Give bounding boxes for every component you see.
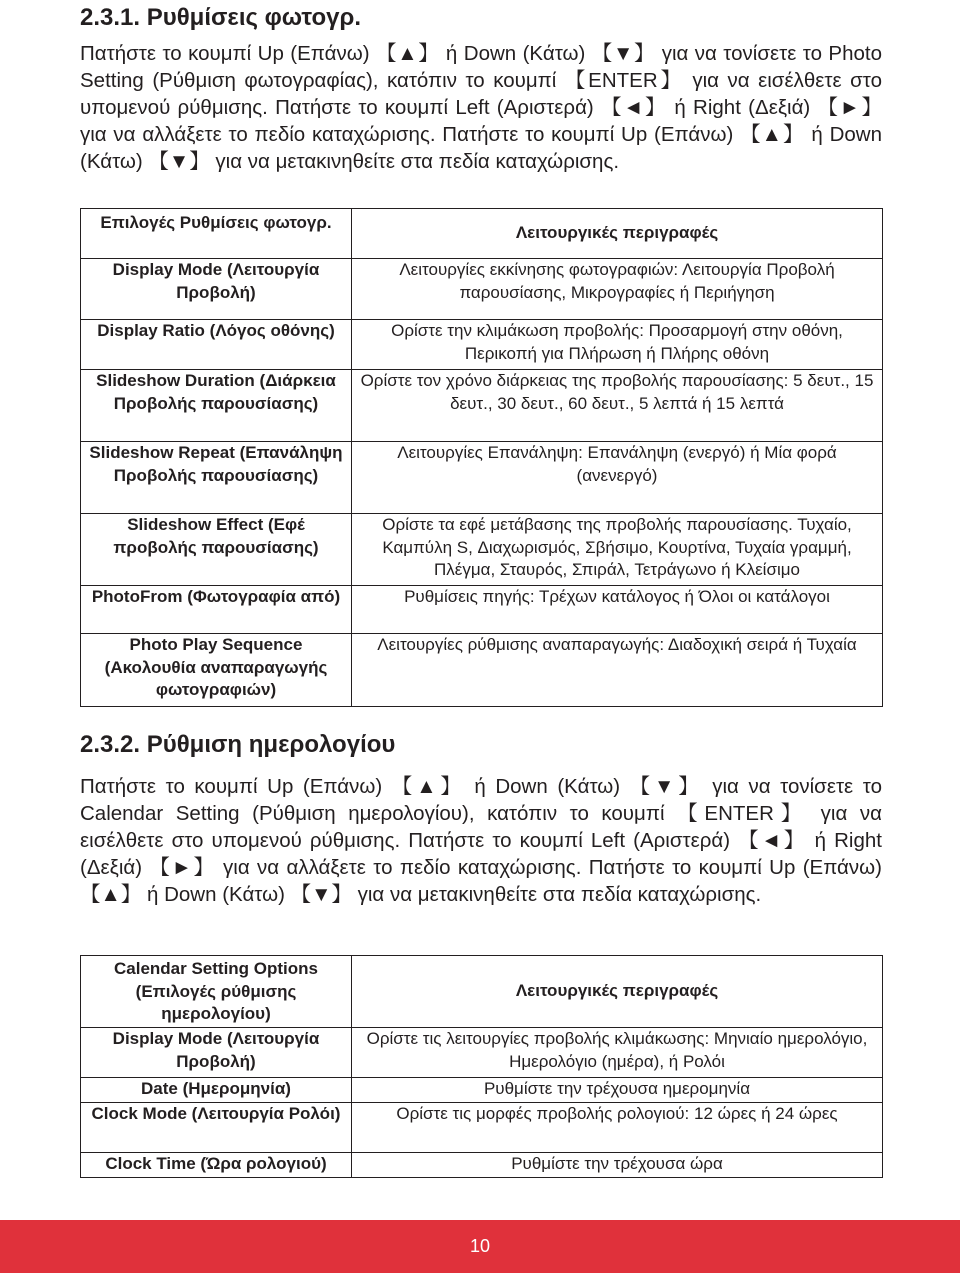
table-row: [81, 320, 883, 370]
calendar-settings-table: [80, 955, 883, 1178]
description-cell: Ορίστε τα εφέ μετάβασης της προβολής παρουσίασης. Τυχαίο, Καμπύλη S, Διαχωρισμός, Σβήσιμο, Κουρτίνα, Τυχαία γραμμή, Πλέγμα, Σταυρός, Σπιράλ, Τετράγωνο ή Κλείσιμο: [352, 514, 883, 586]
header-descriptions: Λειτουργικές περιγραφές: [352, 209, 883, 259]
table-row: [81, 259, 883, 320]
option-cell: Clock Mode (Λειτουργία Ρολόι): [81, 1103, 352, 1153]
table-row: [81, 514, 883, 586]
description-cell: Ρυθμίστε την τρέχουσα ώρα: [352, 1153, 883, 1178]
page-footer: [0, 1220, 960, 1273]
header-options: Επιλογές Ρυθμίσεις φωτογρ.: [81, 209, 352, 259]
table-row: [81, 1153, 883, 1178]
description-cell: Ρυθμίστε την τρέχουσα ημερομηνία: [352, 1078, 883, 1103]
header-options: Calendar Setting Options (Επιλογές ρύθμισης ημερολογίου): [81, 956, 352, 1028]
description-cell: Ορίστε τις λειτουργίες προβολής κλιμάκωσης: Μηνιαίο ημερολόγιο, Ημερολόγιο (ημέρα), ή Ρολόι: [352, 1028, 883, 1078]
option-cell: Clock Time (Ώρα ρολογιού): [81, 1153, 352, 1178]
page-number: 10: [469, 1236, 491, 1256]
table-row: [81, 370, 883, 442]
header-descriptions: Λειτουργικές περιγραφές: [352, 956, 883, 1028]
calendar-settings-instructions: Πατήστε το κουμπί Up (Επάνω) 【▲】 ή Down (Κάτω) 【▼】 για να τονίσετε το Calendar Setting (Ρύθμιση ημερολογίου), κατόπιν το κουμπί 【ENTER】 για να εισέλθετε στο υπομενού ρύθμισης. Πατήστε το κουμπί Left (Αριστερά) 【◄】 ή Right (Δεξιά) 【►】 για να αλλάξετε το πεδίο καταχώρισης. Πατήστε το κουμπί Up (Επάνω) 【▲】 ή Down (Κάτω) 【▼】 για να μετακινηθείτε στα πεδία καταχώρισης.: [80, 775, 882, 906]
table-header-row: [81, 209, 883, 259]
table-row: [81, 1028, 883, 1078]
option-cell: Photo Play Sequence (Ακολουθία αναπαραγωγής φωτογραφιών): [81, 634, 352, 707]
description-cell: Λειτουργίες Επανάληψη: Επανάληψη (ενεργό) ή Μία φορά (ανενεργό): [352, 442, 883, 514]
description-cell: Λειτουργίες ρύθμισης αναπαραγωγής: Διαδοχική σειρά ή Τυχαία: [352, 634, 883, 707]
option-cell: PhotoFrom (Φωτογραφία από): [81, 586, 352, 634]
option-cell: Slideshow Duration (Διάρκεια Προβολής παρουσίασης): [81, 370, 352, 442]
option-cell: Display Mode (Λειτουργία Προβολή): [81, 1028, 352, 1078]
table-row: [81, 442, 883, 514]
table-row: [81, 634, 883, 707]
description-cell: Λειτουργίες εκκίνησης φωτογραφιών: Λειτουργία Προβολή παρουσίασης, Μικρογραφίες ή Περιήγηση: [352, 259, 883, 320]
table-header-row: [81, 956, 883, 1028]
option-cell: Slideshow Effect (Εφέ προβολής παρουσίασης): [81, 514, 352, 586]
option-cell: Date (Ημερομηνία): [81, 1078, 352, 1103]
table-row: [81, 1103, 883, 1153]
option-cell: Display Ratio (Λόγος οθόνης): [81, 320, 352, 370]
description-cell: Ρυθμίσεις πηγής: Τρέχων κατάλογος ή Όλοι οι κατάλογοι: [352, 586, 883, 634]
photo-settings-table: [80, 208, 883, 707]
option-cell: Display Mode (Λειτουργία Προβολή): [81, 259, 352, 320]
description-cell: Ορίστε την κλιμάκωση προβολής: Προσαρμογή στην οθόνη, Περικοπή για Πλήρωση ή Πλήρης οθόνη: [352, 320, 883, 370]
description-cell: Ορίστε τον χρόνο διάρκειας της προβολής παρουσίασης: 5 δευτ., 15 δευτ., 30 δευτ., 60 δευτ., 5 λεπτά ή 15 λεπτά: [352, 370, 883, 442]
section-heading-calendar-settings: 2.3.2. Ρύθμιση ημερολογίου: [80, 731, 396, 758]
photo-settings-instructions: Πατήστε το κουμπί Up (Επάνω) 【▲】 ή Down (Κάτω) 【▼】 για να τονίσετε το Photo Setting (Ρύθμιση φωτογραφίας), κατόπιν το κουμπί 【ENTER】 για να εισέλθετε στο υπομενού ρύθμισης. Πατήστε το κουμπί Left (Αριστερά) 【◄】 ή Right (Δεξιά) 【►】 για να αλλάξετε το πεδίο καταχώρισης. Πατήστε το κουμπί Up (Επάνω) 【▲】 ή Down (Κάτω) 【▼】 για να μετακινηθείτε στα πεδία καταχώρισης.: [80, 42, 882, 173]
section-heading-photo-settings: 2.3.1. Ρυθμίσεις φωτογρ.: [80, 4, 361, 31]
option-cell: Slideshow Repeat (Επανάληψη Προβολής παρουσίασης): [81, 442, 352, 514]
table-row: [81, 586, 883, 634]
table-row: [81, 1078, 883, 1103]
description-cell: Ορίστε τις μορφές προβολής ρολογιού: 12 ώρες ή 24 ώρες: [352, 1103, 883, 1153]
